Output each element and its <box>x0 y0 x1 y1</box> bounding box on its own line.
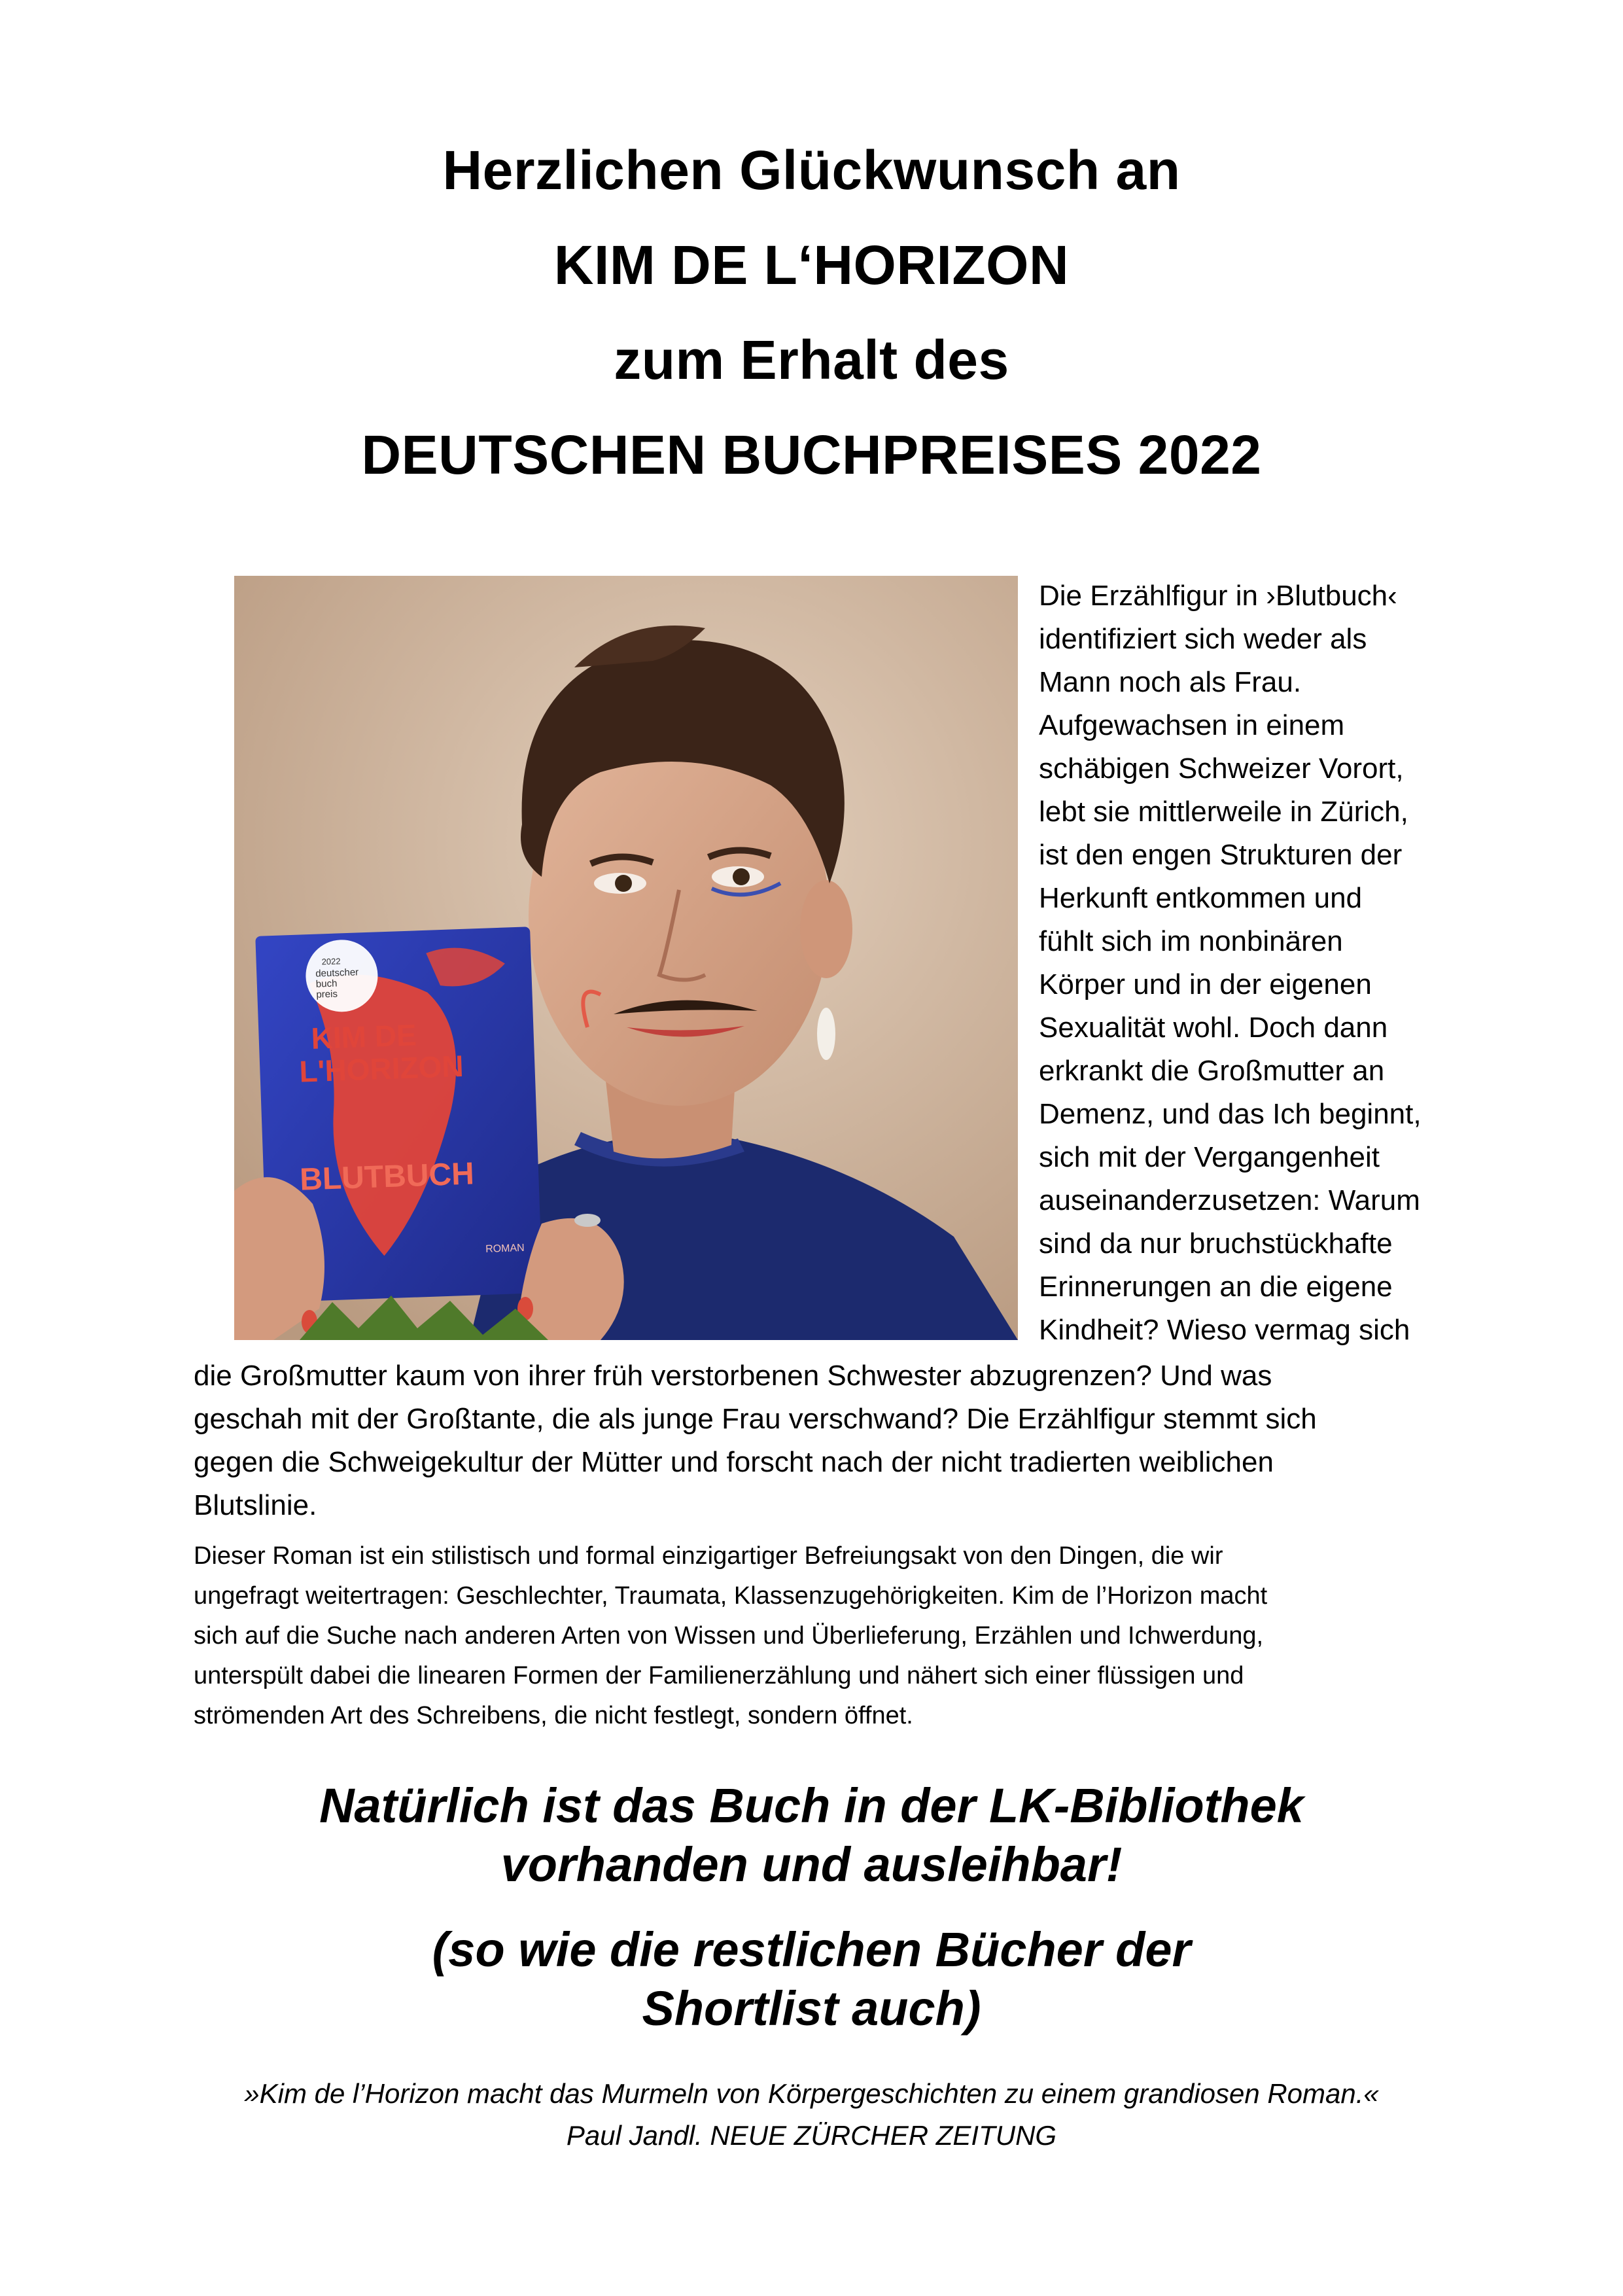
headline-author-name: KIM DE L‘HORIZON <box>553 234 1070 296</box>
headline-award-name: DEUTSCHEN BUCHPREISES 2022 <box>361 424 1262 486</box>
intro-paragraph-full <box>194 1354 1437 1527</box>
book-title: BLUTBUCH <box>299 1156 475 1197</box>
headline-award-intro: zum Erhalt des <box>614 329 1009 391</box>
book-badge-line2: buch <box>315 978 338 990</box>
intro-side-line: fühlt sich im nonbinären <box>1039 925 1343 957</box>
headline-congratulations: Herzlichen Glückwunsch an <box>442 139 1181 201</box>
intro-full-line: die Großmutter kaum von ihrer früh verstorbenen Schwester abzugrenzen? Und was <box>194 1360 1272 1392</box>
book-badge-line3: preis <box>316 988 338 1000</box>
callout-line-2: vorhanden und ausleihbar! <box>500 1837 1123 1892</box>
callout-line-4: Shortlist auch) <box>642 1981 981 2036</box>
intro-side-line: Die Erzählfigur in ›Blutbuch‹ <box>1039 580 1397 612</box>
second-paragraph-line: sich auf die Suche nach anderen Arten von Wissen und Überlieferung, Erzählen und Ichwerdung, <box>194 1622 1264 1650</box>
intro-side-line: Herkunft entkommen und <box>1039 882 1363 914</box>
book-author-line2: L'HORIZON <box>298 1048 464 1089</box>
intro-side-line: Demenz, und das Ich beginnt, <box>1039 1098 1422 1130</box>
intro-paragraph-side <box>1039 574 1471 1352</box>
book-genre: ROMAN <box>485 1242 525 1255</box>
book-badge-year: 2022 <box>321 956 341 967</box>
intro-side-line: Kindheit? Wieso vermag sich <box>1039 1314 1410 1346</box>
intro-side-line: Erinnerungen an die eigene <box>1039 1271 1393 1303</box>
callout-line-3: (so wie die restlichen Bücher der <box>432 1922 1191 1977</box>
intro-side-line: Körper und in der eigenen <box>1039 968 1372 1000</box>
second-paragraph-line: ungefragt weitertragen: Geschlechter, Traumata, Klassenzugehörigkeiten. Kim de l’Horizon macht <box>194 1582 1268 1610</box>
intro-full-line: Blutslinie. <box>194 1489 317 1521</box>
second-paragraph-line: unterspült dabei die linearen Formen der Familienerzählung und nähert sich einer flüssigen und <box>194 1662 1244 1689</box>
author-photo <box>234 576 1018 1340</box>
intro-side-line: Aufgewachsen in einem <box>1039 709 1345 741</box>
second-paragraph-line: Dieser Roman ist ein stilistisch und formal einzigartiger Befreiungsakt von den Dingen, die wir <box>194 1542 1223 1570</box>
second-paragraph <box>194 1536 1456 1736</box>
intro-side-line: Sexualität wohl. Doch dann <box>1039 1012 1388 1044</box>
intro-full-line: gegen die Schweigekultur der Mütter und forscht nach der nicht tradierten weiblichen <box>194 1446 1274 1478</box>
intro-side-line: auseinanderzusetzen: Warum <box>1039 1184 1420 1216</box>
intro-side-line: lebt sie mittlerweile in Zürich, <box>1039 796 1408 828</box>
intro-side-line: sich mit der Vergangenheit <box>1039 1141 1380 1173</box>
intro-side-line: erkrankt die Großmutter an <box>1039 1055 1385 1087</box>
intro-side-line: ist den engen Strukturen der <box>1039 839 1403 871</box>
book-author-line1: KIM DE <box>310 1017 417 1055</box>
review-quote-source: Paul Jandl. NEUE ZÜRCHER ZEITUNG <box>566 2120 1057 2151</box>
intro-full-line: geschah mit der Großtante, die als junge Frau verschwand? Die Erzählfigur stemmt sich <box>194 1403 1317 1435</box>
intro-side-line: Mann noch als Frau. <box>1039 666 1302 698</box>
intro-side-line: identifiziert sich weder als <box>1039 623 1367 655</box>
review-quote: »Kim de l’Horizon macht das Murmeln von Körpergeschichten zu einem grandiosen Roman.« <box>244 2078 1379 2109</box>
intro-side-line: sind da nur bruchstückhafte <box>1039 1227 1393 1260</box>
second-paragraph-line: strömenden Art des Schreibens, die nicht festlegt, sondern öffnet. <box>194 1702 913 1729</box>
book-badge-line1: deutscher <box>315 966 359 980</box>
intro-side-line: schäbigen Schweizer Vorort, <box>1039 752 1404 785</box>
callout-line-1: Natürlich ist das Buch in der LK-Bibliothek <box>319 1778 1304 1833</box>
